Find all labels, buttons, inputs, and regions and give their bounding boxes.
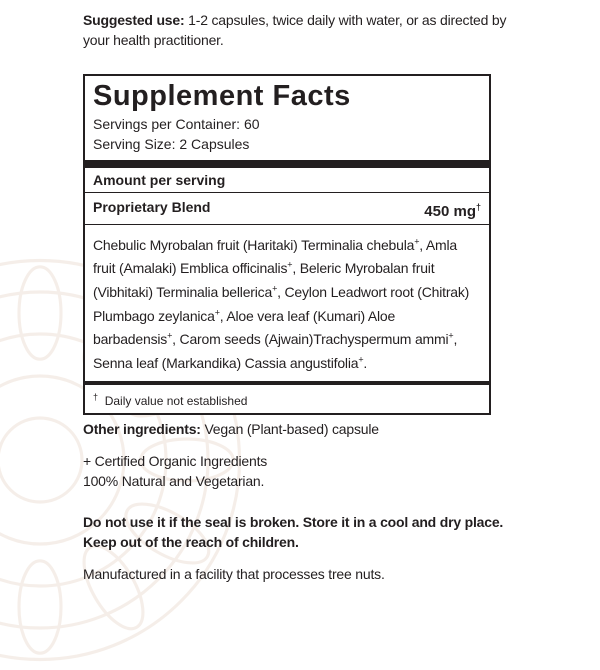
ingredient-mark: +	[272, 283, 278, 294]
ingredient-mark: +	[167, 330, 173, 341]
natural-note: 100% Natural and Vegetarian.	[83, 473, 265, 489]
ingredient-mark: +	[414, 236, 420, 246]
manufactured-note: Manufactured in a facility that processes tree nuts.	[83, 566, 385, 582]
ingredient-sep: ,	[292, 260, 300, 277]
blend-amount: 450 mg	[424, 203, 476, 220]
ingredient	[180, 331, 458, 347]
ingredient-text: Ceylon Leadwort root (Chitrak) Plumbago zeylanica	[93, 283, 470, 324]
proprietary-blend-row	[85, 192, 489, 224]
ingredient-sep: ,	[219, 307, 227, 324]
ingredient-text: Senna leaf (Markandika) Cassia angustifolia	[93, 354, 359, 371]
ingredient	[93, 237, 426, 253]
footnote	[85, 385, 489, 413]
ingredient	[93, 355, 367, 371]
blend-name: Proprietary Blend	[93, 199, 211, 215]
other-ingredients	[83, 419, 513, 439]
supplement-facts-title: Supplement Facts	[93, 80, 351, 112]
blend-amount-cell	[424, 197, 481, 222]
ingredient-sep: ,	[172, 331, 180, 348]
certified-organic-note: + Certified Organic Ingredients	[83, 453, 268, 469]
servings-per-container: Servings per Container: 60	[93, 116, 260, 132]
ingredient-sep: ,	[277, 283, 285, 300]
blend-dagger: †	[475, 202, 481, 212]
thick-divider	[85, 160, 489, 168]
suggested-use-text: 1-2 capsules, twice daily with water, or as directed by your health practitioner.	[83, 12, 507, 48]
ingredient-text: Carom seeds (Ajwain)Trachyspermum ammi	[179, 331, 449, 348]
serving-size: Serving Size: 2 Capsules	[93, 136, 250, 152]
ingredient-mark: +	[358, 354, 364, 365]
ingredient-text: Amla fruit (Amalaki) Emblica officinalis	[93, 236, 457, 277]
amount-per-serving: Amount per serving	[93, 172, 226, 188]
ingredient-mark: +	[287, 259, 293, 270]
ingredient-text: Aloe vera leaf (Kumari) Aloe barbadensis	[93, 307, 396, 348]
ingredient-sep: ,	[419, 236, 426, 253]
other-ingredients-text: Vegan (Plant-based) capsule	[200, 421, 379, 437]
footnote-text: Daily value not established	[104, 393, 248, 408]
ingredient-mark: +	[448, 330, 454, 341]
ingredient-sep: .	[363, 354, 368, 371]
footnote-dagger: †	[93, 391, 99, 402]
supplement-facts-panel	[83, 74, 491, 415]
ingredient-sep: ,	[453, 331, 458, 348]
suggested-use-label: Suggested use:	[83, 12, 185, 28]
suggested-use	[83, 10, 513, 50]
ingredient-text: Chebulic Myrobalan fruit (Haritaki) Terminalia chebula	[93, 236, 415, 253]
other-ingredients-label: Other ingredients:	[83, 421, 201, 437]
warning-text: Do not use it if the seal is broken. Store it in a cool and dry place. Keep out of the reach of children.	[83, 514, 504, 550]
ingredients-list	[85, 224, 489, 381]
ingredient-text: Beleric Myrobalan fruit (Vibhitaki) Terminalia bellerica	[93, 260, 435, 300]
ingredient-mark: +	[214, 306, 220, 317]
